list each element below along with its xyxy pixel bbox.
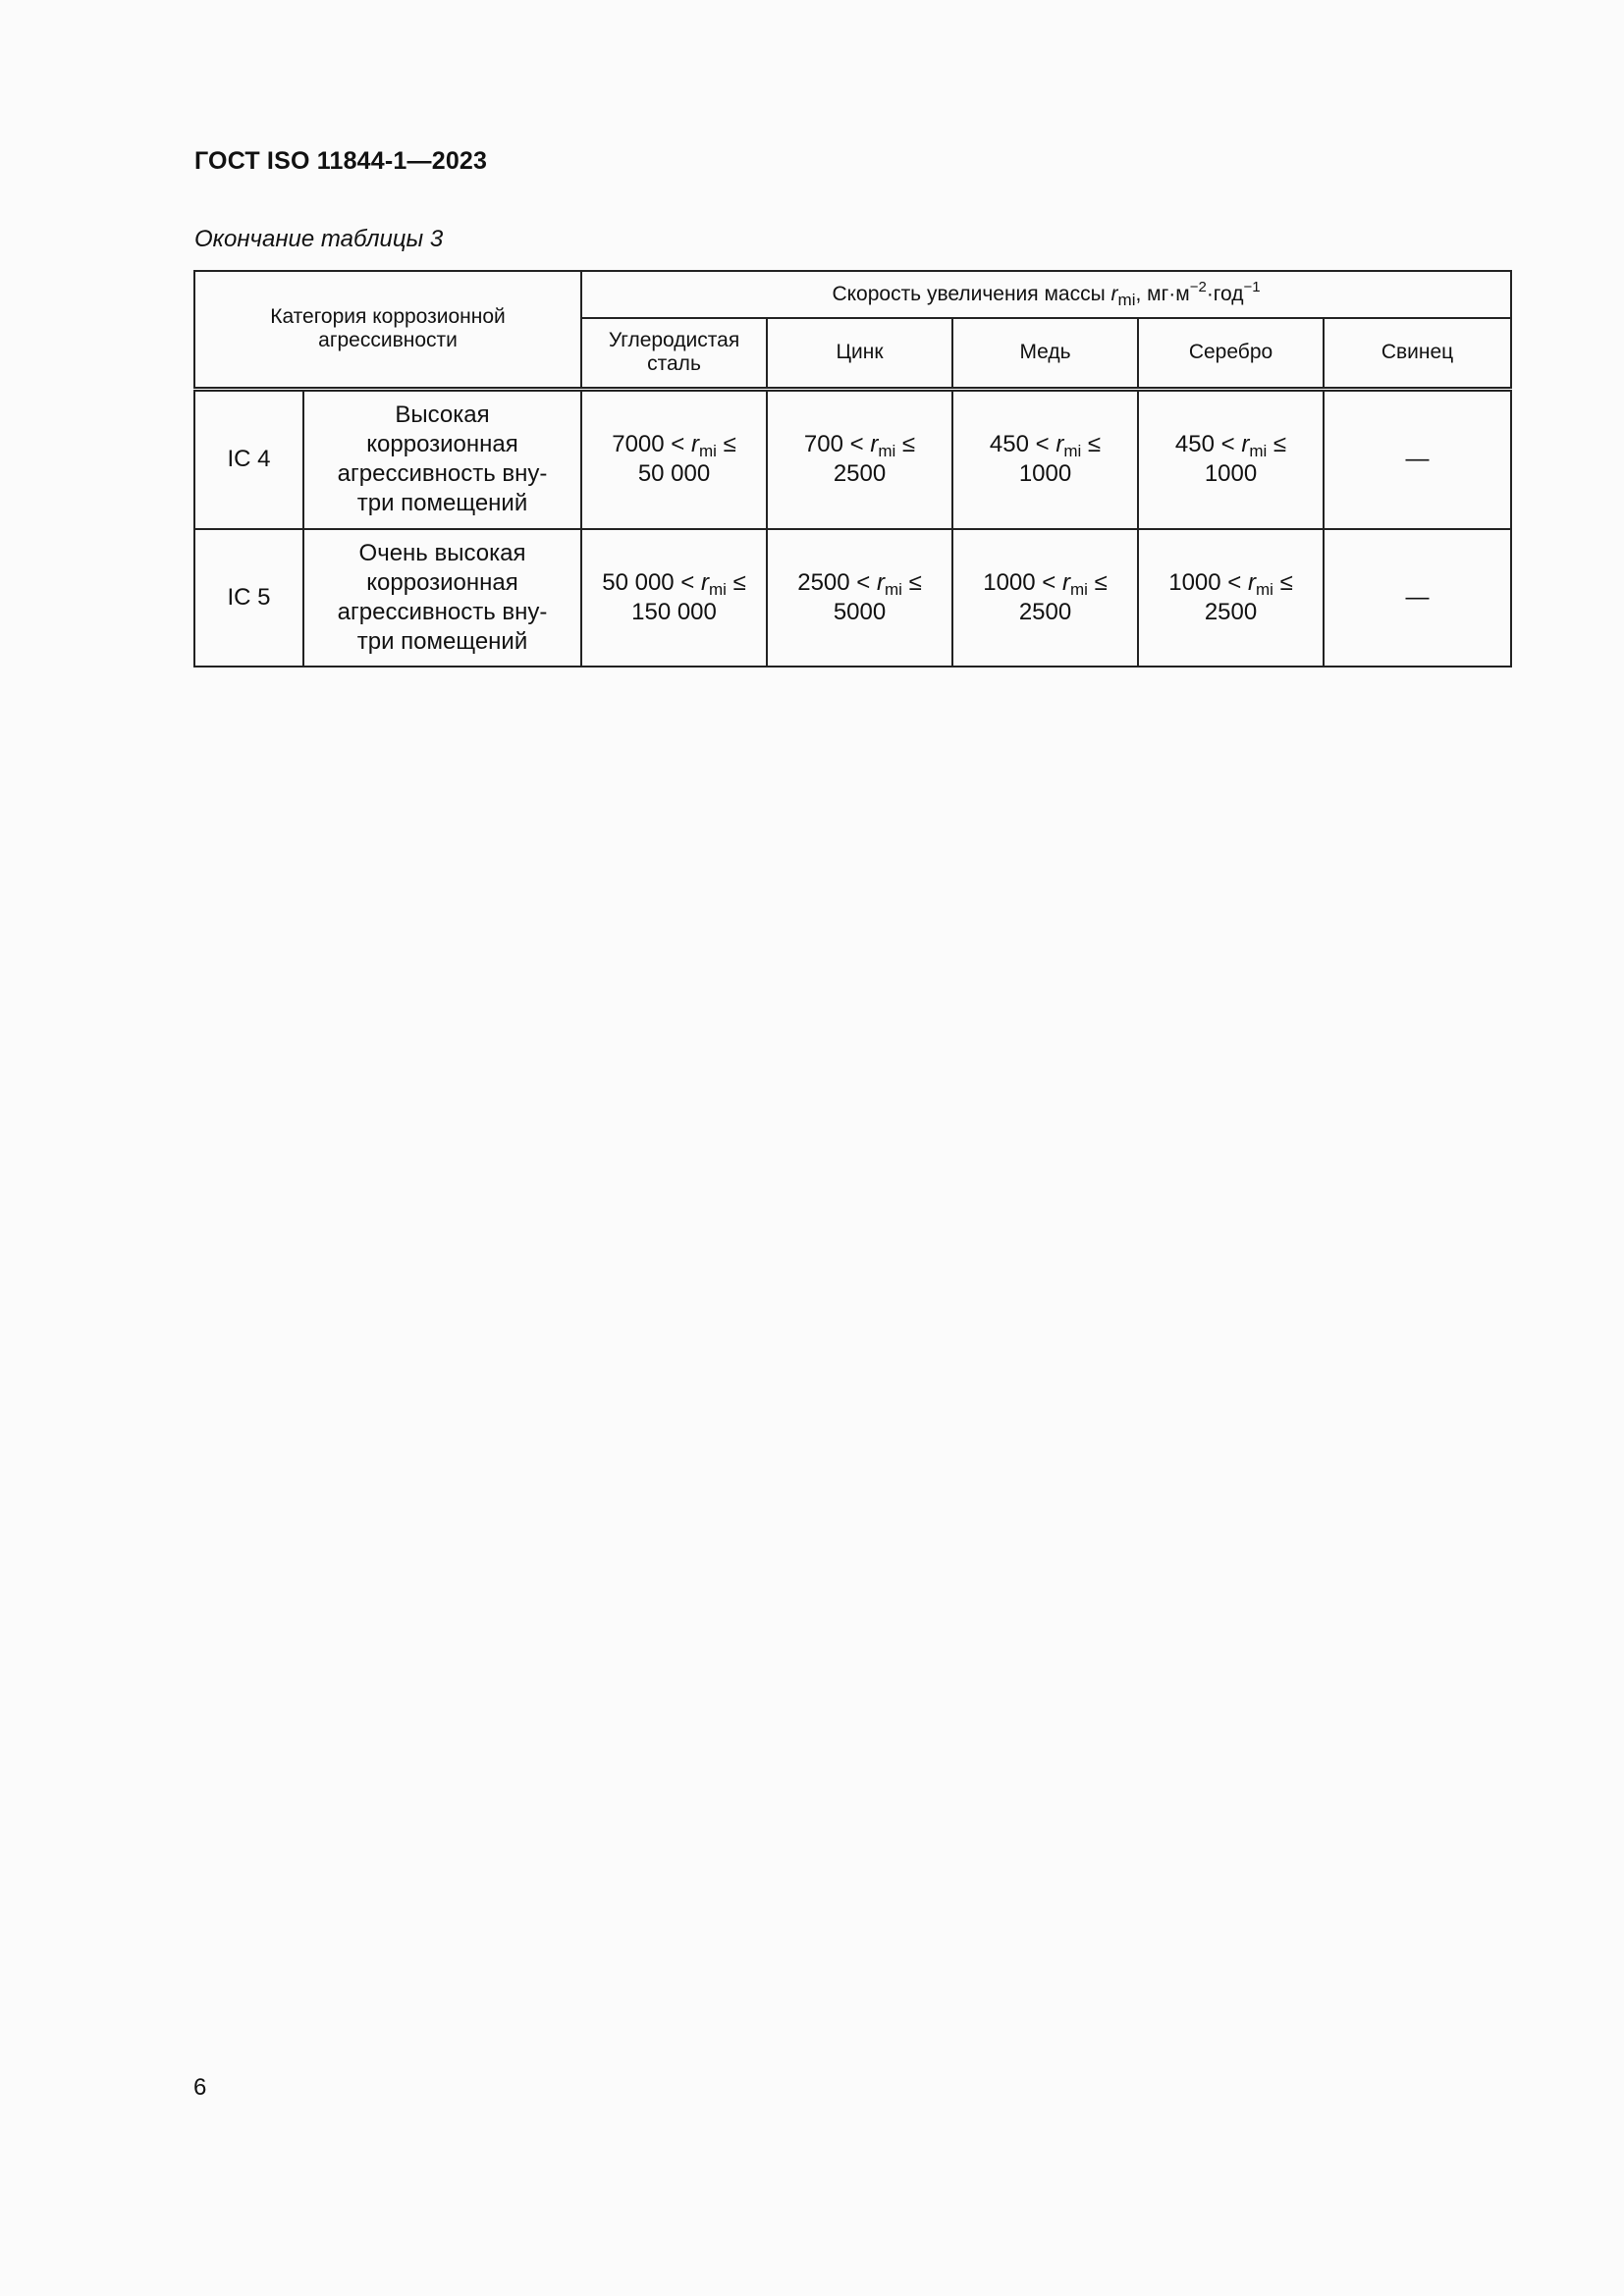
metal-header: Цинк <box>767 318 952 389</box>
document-header: ГОСТ ISO 11844-1—2023 <box>194 147 488 175</box>
table-row <box>194 529 1511 667</box>
rate-cell: $450 < r_{mi}$ ≤ 1000 <box>1138 389 1324 529</box>
table-row <box>194 389 1511 529</box>
rate-cell-dash: — <box>1324 529 1511 667</box>
category-code: IC 5 <box>194 529 303 667</box>
metal-header: Медь <box>952 318 1138 389</box>
rate-cell: $450 < r_{mi}$ ≤ 1000 <box>952 389 1138 529</box>
category-header: Категория коррозионной агрессивности <box>194 271 581 389</box>
rate-cell: $7000 < r_{mi}$ ≤ 50 000 <box>581 389 767 529</box>
category-code: IC 4 <box>194 389 303 529</box>
category-description: Высокая коррозионная агрессивность вну-три помещений <box>303 389 581 529</box>
rate-header: Скорость увеличения массы $r_{mi}$, $мг\cdot м^{-2}\cdot год^{-1}$ <box>581 271 1511 318</box>
rate-cell: $1000 < r_{mi}$ ≤ 2500 <box>952 529 1138 667</box>
table-caption: Окончание таблицы 3 <box>194 226 444 252</box>
metal-header: Углеродистая сталь <box>581 318 767 389</box>
page-number: 6 <box>193 2074 207 2101</box>
metal-header: Серебро <box>1138 318 1324 389</box>
rate-cell: $2500 < r_{mi}$ ≤ 5000 <box>767 529 952 667</box>
corrosivity-table <box>193 270 1512 667</box>
rate-cell-dash: — <box>1324 389 1511 529</box>
rate-cell: $700 < r_{mi}$ ≤ 2500 <box>767 389 952 529</box>
rate-cell: $1000 < r_{mi}$ ≤ 2500 <box>1138 529 1324 667</box>
rate-cell: 50 $000 < r_{mi}$ ≤ 150 000 <box>581 529 767 667</box>
metal-header: Свинец <box>1324 318 1511 389</box>
header-row-1 <box>194 271 1511 318</box>
category-description: Очень высокая коррозионная агрессивность вну-три помещений <box>303 529 581 667</box>
